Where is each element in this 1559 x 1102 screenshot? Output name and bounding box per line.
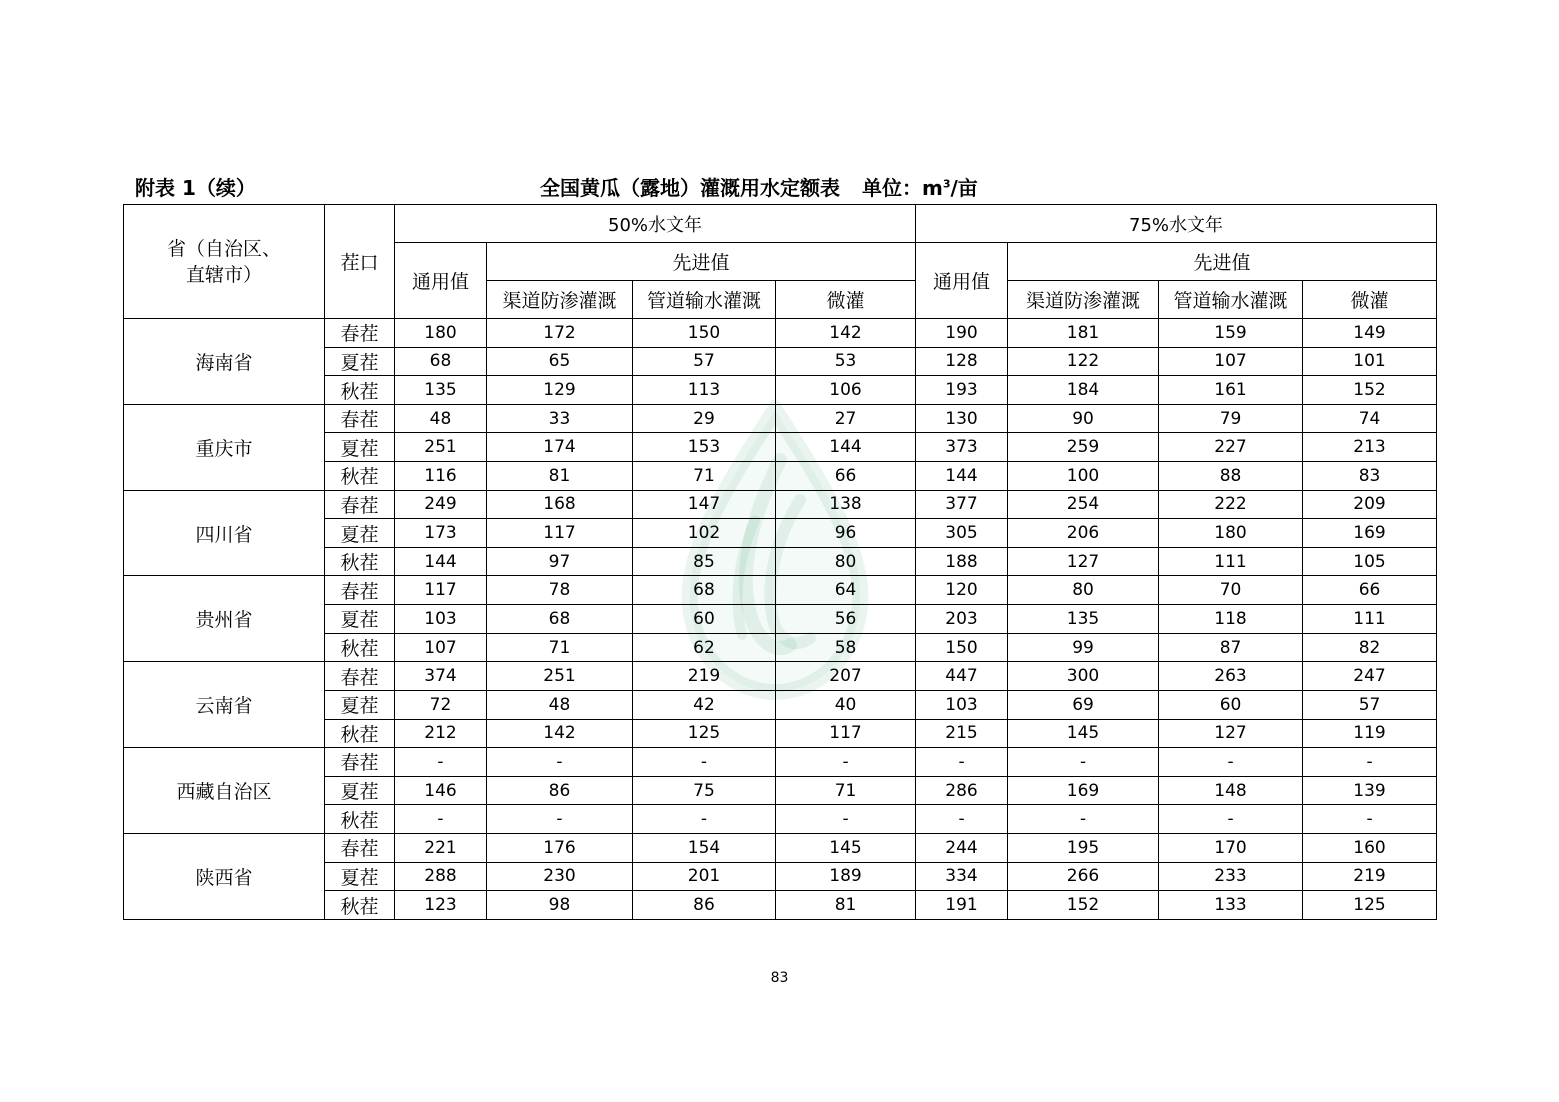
value-cell: 152	[1008, 891, 1159, 920]
value-cell: 161	[1159, 376, 1303, 405]
season-cell: 秋茬	[325, 462, 395, 491]
value-cell: 154	[633, 833, 776, 862]
value-cell: 189	[776, 862, 916, 891]
value-cell: 86	[633, 891, 776, 920]
table-body	[124, 319, 1437, 920]
table-title	[540, 172, 978, 201]
table-row	[124, 404, 1437, 433]
header-micro-75: 微灌	[1303, 281, 1437, 319]
header-advanced-75: 先进值	[1008, 243, 1437, 281]
value-cell: 87	[1159, 633, 1303, 662]
value-cell: 71	[776, 776, 916, 805]
season-cell: 秋茬	[325, 805, 395, 834]
value-cell: 80	[776, 547, 916, 576]
value-cell: 129	[487, 376, 633, 405]
value-cell: 176	[487, 833, 633, 862]
value-cell: 122	[1008, 347, 1159, 376]
value-cell: -	[395, 805, 487, 834]
season-cell: 春茬	[325, 319, 395, 348]
value-cell: 125	[1303, 891, 1437, 920]
value-cell: 127	[1159, 719, 1303, 748]
value-cell: 201	[633, 862, 776, 891]
value-cell: -	[916, 805, 1008, 834]
value-cell: 99	[1008, 633, 1159, 662]
value-cell: 233	[1159, 862, 1303, 891]
value-cell: 209	[1303, 490, 1437, 519]
value-cell: -	[487, 748, 633, 777]
value-cell: 135	[395, 376, 487, 405]
value-cell: 48	[487, 690, 633, 719]
province-cell: 重庆市	[124, 404, 325, 490]
header-channel-50: 渠道防渗灌溉	[487, 281, 633, 319]
province-cell: 陕西省	[124, 833, 325, 919]
value-cell: 230	[487, 862, 633, 891]
value-cell: 180	[1159, 519, 1303, 548]
value-cell: 68	[633, 576, 776, 605]
value-cell: 79	[1159, 404, 1303, 433]
value-cell: 117	[487, 519, 633, 548]
province-cell: 云南省	[124, 662, 325, 748]
value-cell: 74	[1303, 404, 1437, 433]
header-75-percent-year: 75%水文年	[916, 205, 1437, 243]
value-cell: 111	[1159, 547, 1303, 576]
table-row	[124, 748, 1437, 777]
value-cell: 72	[395, 690, 487, 719]
value-cell: 101	[1303, 347, 1437, 376]
value-cell: 102	[633, 519, 776, 548]
value-cell: 169	[1303, 519, 1437, 548]
value-cell: 111	[1303, 605, 1437, 634]
value-cell: 144	[395, 547, 487, 576]
value-cell: 64	[776, 576, 916, 605]
value-cell: 71	[633, 462, 776, 491]
value-cell: -	[776, 805, 916, 834]
value-cell: 68	[395, 347, 487, 376]
value-cell: 123	[395, 891, 487, 920]
value-cell: 33	[487, 404, 633, 433]
unit-suffix: /亩	[950, 176, 978, 200]
value-cell: 60	[1159, 690, 1303, 719]
page-number: 83	[770, 970, 789, 986]
value-cell: 66	[776, 462, 916, 491]
header-season: 茬口	[325, 205, 395, 319]
value-cell: 98	[487, 891, 633, 920]
value-cell: 150	[633, 319, 776, 348]
season-cell: 秋茬	[325, 547, 395, 576]
table-row	[124, 576, 1437, 605]
value-cell: -	[1008, 748, 1159, 777]
value-cell: 83	[1303, 462, 1437, 491]
value-cell: 57	[1303, 690, 1437, 719]
value-cell: 142	[776, 319, 916, 348]
value-cell: 266	[1008, 862, 1159, 891]
value-cell: 181	[1008, 319, 1159, 348]
value-cell: 207	[776, 662, 916, 691]
season-cell: 夏茬	[325, 690, 395, 719]
value-cell: 149	[1303, 319, 1437, 348]
value-cell: 148	[1159, 776, 1303, 805]
value-cell: 286	[916, 776, 1008, 805]
value-cell: 118	[1159, 605, 1303, 634]
value-cell: 247	[1303, 662, 1437, 691]
value-cell: 29	[633, 404, 776, 433]
value-cell: 288	[395, 862, 487, 891]
value-cell: 213	[1303, 433, 1437, 462]
value-cell: -	[1303, 748, 1437, 777]
value-cell: 144	[916, 462, 1008, 491]
header-general-75: 通用值	[916, 243, 1008, 319]
province-cell: 西藏自治区	[124, 748, 325, 834]
value-cell: 144	[776, 433, 916, 462]
value-cell: 127	[1008, 547, 1159, 576]
value-cell: 147	[633, 490, 776, 519]
season-cell: 夏茬	[325, 862, 395, 891]
season-cell: 春茬	[325, 662, 395, 691]
value-cell: 145	[776, 833, 916, 862]
value-cell: 263	[1159, 662, 1303, 691]
table-title-text: 全国黄瓜（露地）灌溉用水定额表	[540, 176, 840, 200]
value-cell: 142	[487, 719, 633, 748]
province-cell: 四川省	[124, 490, 325, 576]
value-cell: 188	[916, 547, 1008, 576]
value-cell: 184	[1008, 376, 1159, 405]
value-cell: 244	[916, 833, 1008, 862]
table-row	[124, 662, 1437, 691]
value-cell: -	[776, 748, 916, 777]
value-cell: 193	[916, 376, 1008, 405]
season-cell: 秋茬	[325, 891, 395, 920]
season-cell: 春茬	[325, 490, 395, 519]
value-cell: 107	[395, 633, 487, 662]
value-cell: -	[487, 805, 633, 834]
value-cell: 86	[487, 776, 633, 805]
value-cell: 27	[776, 404, 916, 433]
value-cell: 100	[1008, 462, 1159, 491]
value-cell: 130	[916, 404, 1008, 433]
value-cell: -	[916, 748, 1008, 777]
value-cell: 80	[1008, 576, 1159, 605]
value-cell: 70	[1159, 576, 1303, 605]
value-cell: 117	[395, 576, 487, 605]
header-pipe-50: 管道输水灌溉	[633, 281, 776, 319]
value-cell: 53	[776, 347, 916, 376]
header-general-50: 通用值	[395, 243, 487, 319]
value-cell: 152	[1303, 376, 1437, 405]
season-cell: 秋茬	[325, 633, 395, 662]
value-cell: 133	[1159, 891, 1303, 920]
value-cell: 334	[916, 862, 1008, 891]
value-cell: 153	[633, 433, 776, 462]
value-cell: 300	[1008, 662, 1159, 691]
irrigation-quota-table	[123, 204, 1437, 920]
value-cell: 120	[916, 576, 1008, 605]
value-cell: 373	[916, 433, 1008, 462]
value-cell: 219	[633, 662, 776, 691]
header-pipe-75: 管道输水灌溉	[1159, 281, 1303, 319]
season-cell: 春茬	[325, 833, 395, 862]
value-cell: 58	[776, 633, 916, 662]
value-cell: -	[633, 805, 776, 834]
value-cell: -	[1303, 805, 1437, 834]
season-cell: 春茬	[325, 576, 395, 605]
province-cell: 贵州省	[124, 576, 325, 662]
value-cell: 75	[633, 776, 776, 805]
value-cell: 145	[1008, 719, 1159, 748]
value-cell: 170	[1159, 833, 1303, 862]
value-cell: 191	[916, 891, 1008, 920]
value-cell: 60	[633, 605, 776, 634]
value-cell: 81	[487, 462, 633, 491]
table-row	[124, 833, 1437, 862]
value-cell: 116	[395, 462, 487, 491]
value-cell: 88	[1159, 462, 1303, 491]
value-cell: 71	[487, 633, 633, 662]
season-cell: 秋茬	[325, 376, 395, 405]
value-cell: 103	[395, 605, 487, 634]
value-cell: 90	[1008, 404, 1159, 433]
value-cell: 169	[1008, 776, 1159, 805]
value-cell: 219	[1303, 862, 1437, 891]
value-cell: 159	[1159, 319, 1303, 348]
value-cell: 103	[916, 690, 1008, 719]
value-cell: 249	[395, 490, 487, 519]
value-cell: 97	[487, 547, 633, 576]
value-cell: 173	[395, 519, 487, 548]
province-cell: 海南省	[124, 319, 325, 405]
value-cell: -	[633, 748, 776, 777]
value-cell: 62	[633, 633, 776, 662]
value-cell: 377	[916, 490, 1008, 519]
value-cell: 40	[776, 690, 916, 719]
header-micro-50: 微灌	[776, 281, 916, 319]
value-cell: 254	[1008, 490, 1159, 519]
header-50-percent-year: 50%水文年	[395, 205, 916, 243]
value-cell: 105	[1303, 547, 1437, 576]
value-cell: 221	[395, 833, 487, 862]
value-cell: 190	[916, 319, 1008, 348]
value-cell: 305	[916, 519, 1008, 548]
value-cell: 107	[1159, 347, 1303, 376]
value-cell: 168	[487, 490, 633, 519]
value-cell: 82	[1303, 633, 1437, 662]
value-cell: 160	[1303, 833, 1437, 862]
value-cell: 65	[487, 347, 633, 376]
value-cell: 447	[916, 662, 1008, 691]
value-cell: 172	[487, 319, 633, 348]
value-cell: 85	[633, 547, 776, 576]
value-cell: 259	[1008, 433, 1159, 462]
season-cell: 夏茬	[325, 605, 395, 634]
value-cell: 150	[916, 633, 1008, 662]
header-advanced-50: 先进值	[487, 243, 916, 281]
header-province: 省（自治区、直辖市）	[124, 205, 325, 319]
season-cell: 夏茬	[325, 433, 395, 462]
value-cell: 227	[1159, 433, 1303, 462]
value-cell: -	[1159, 805, 1303, 834]
value-cell: 57	[633, 347, 776, 376]
value-cell: 125	[633, 719, 776, 748]
season-cell: 秋茬	[325, 719, 395, 748]
value-cell: 68	[487, 605, 633, 634]
value-cell: 48	[395, 404, 487, 433]
season-cell: 夏茬	[325, 347, 395, 376]
value-cell: 135	[1008, 605, 1159, 634]
value-cell: 251	[395, 433, 487, 462]
value-cell: 174	[487, 433, 633, 462]
value-cell: 96	[776, 519, 916, 548]
unit-prefix: 单位：m	[862, 176, 943, 200]
value-cell: 106	[776, 376, 916, 405]
season-cell: 春茬	[325, 404, 395, 433]
table-caption-left: 附表 1（续）	[135, 176, 256, 200]
season-cell: 夏茬	[325, 776, 395, 805]
value-cell: 113	[633, 376, 776, 405]
header-channel-75: 渠道防渗灌溉	[1008, 281, 1159, 319]
value-cell: -	[1159, 748, 1303, 777]
value-cell: 215	[916, 719, 1008, 748]
value-cell: 195	[1008, 833, 1159, 862]
value-cell: 42	[633, 690, 776, 719]
value-cell: 374	[395, 662, 487, 691]
value-cell: 251	[487, 662, 633, 691]
value-cell: 146	[395, 776, 487, 805]
season-cell: 夏茬	[325, 519, 395, 548]
value-cell: 138	[776, 490, 916, 519]
season-cell: 春茬	[325, 748, 395, 777]
value-cell: 203	[916, 605, 1008, 634]
value-cell: 117	[776, 719, 916, 748]
value-cell: 180	[395, 319, 487, 348]
value-cell: -	[1008, 805, 1159, 834]
value-cell: 212	[395, 719, 487, 748]
table-unit	[862, 176, 978, 200]
value-cell: 81	[776, 891, 916, 920]
value-cell: 222	[1159, 490, 1303, 519]
value-cell: 206	[1008, 519, 1159, 548]
unit-superscript: 3	[942, 177, 951, 191]
value-cell: 78	[487, 576, 633, 605]
value-cell: 69	[1008, 690, 1159, 719]
value-cell: 139	[1303, 776, 1437, 805]
table-row	[124, 319, 1437, 348]
table-row	[124, 490, 1437, 519]
value-cell: -	[395, 748, 487, 777]
value-cell: 66	[1303, 576, 1437, 605]
value-cell: 56	[776, 605, 916, 634]
value-cell: 128	[916, 347, 1008, 376]
value-cell: 119	[1303, 719, 1437, 748]
